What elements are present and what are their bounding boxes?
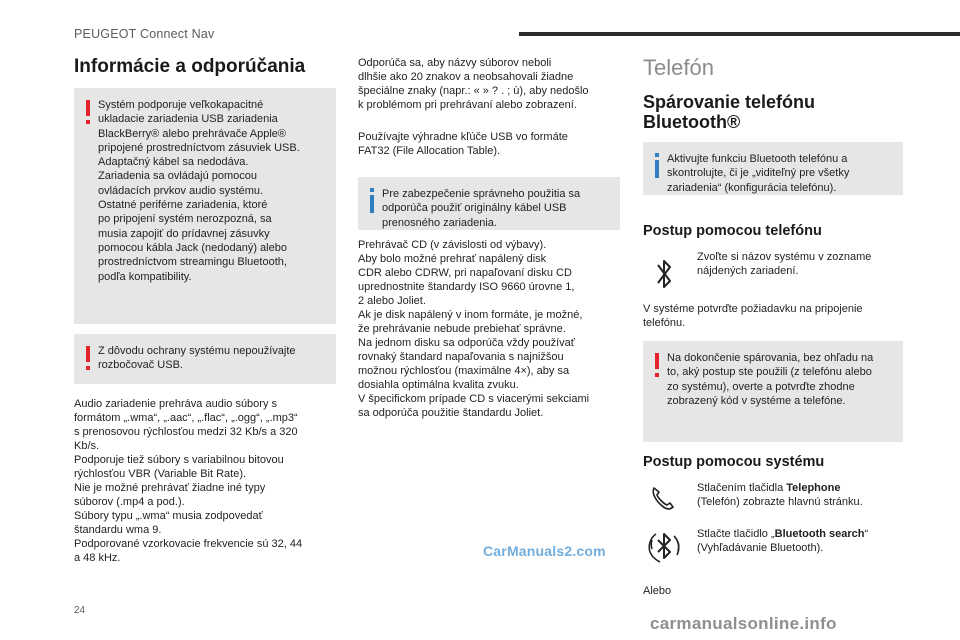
- warning-box-usb: [74, 88, 336, 324]
- warning-exclamation-icon: [86, 346, 90, 362]
- filename-advice-text: Odporúča sa, aby názvy súborov neboli dlhšie ako 20 znakov a neobsahovali žiadne špeciálne znaky (napr.: « » ? . ; ù), aby nedošlo k problémom pri prehrávaní alebo zobrazení.: [358, 57, 589, 111]
- step1-text: Stlačením tlačidla Telephone (Telefón) zobrazte hlavnú stránku.: [697, 482, 863, 508]
- watermark-carmanuals2: CarManuals2.com: [483, 543, 606, 559]
- middle-body-top: [358, 56, 628, 158]
- phone-handset-icon: [646, 480, 680, 514]
- bluetooth-select-text-wrap: [697, 250, 907, 278]
- bluetooth-search-label: Bluetooth search: [774, 528, 865, 540]
- phone-procedure-heading: Postup pomocou telefónu: [643, 223, 822, 239]
- step1-wrap: [697, 481, 907, 509]
- bluetooth-pairing-heading: Spárovanie telefónu Bluetooth®: [643, 92, 816, 132]
- left-body: [74, 397, 344, 565]
- warning-exclamation-icon: [655, 353, 659, 369]
- warning-exclamation-icon: [86, 100, 90, 116]
- system-procedure-heading: Postup pomocou systému: [643, 454, 825, 470]
- warning-text-hub: Z dôvodu ochrany systému nepoužívajte rozbočovač USB.: [98, 345, 296, 372]
- warning-box-hub: [74, 334, 336, 384]
- bluetooth-select-text: Zvoľte si názov systému v zozname nájdených zariadení.: [697, 251, 872, 277]
- step2-wrap: [697, 527, 907, 555]
- warning-text-pairing: Na dokončenie spárovania, bez ohľadu na to, aký postup ste použili (z telefónu alebo zo systému), overte a potvrďte zhodne zobrazený kód v systéme a telefóne.: [667, 352, 874, 407]
- alebo-wrap: [643, 584, 671, 598]
- warning-text-usb: Systém podporuje veľkokapacitné ukladacie zariadenia USB zariadenia BlackBerry® alebo prehrávače Apple® pripojené prostredníctvom zásuviek USB. Adaptačný kábel sa nedodáva. Zariadenia sa ovládajú pomocou ovládacích prvkov audio systému. Ostatné periférne zariadenia, ktoré po pripojení systém nerozpozná, sa musia zapojiť do prídavnej zásuvky pomocou kábla Jack (nedodaný) alebo prostredníctvom streamingu Bluetooth, podľa kompatibility.: [98, 99, 300, 283]
- confirm-text-wrap: [643, 302, 913, 330]
- header-rule: [519, 32, 960, 36]
- info-text-cable: Pre zabezpečenie správneho použitia sa odporúča použiť originálny kábel USB prenosného zariadenia.: [382, 188, 581, 229]
- watermark-carmanualsonline: carmanualsonline.info: [650, 614, 837, 633]
- alebo-text: Alebo: [643, 585, 672, 597]
- warning-box-pairing: [643, 341, 903, 442]
- audio-formats-text: Audio zariadenie prehráva audio súbory s formátom „.wma“, „.aac“, „.flac“, „.ogg“, „.mp3“ s prenosovou rýchlosťou medzi 32 Kb/s a 320 Kb/s. Podporuje tiež súbory s variabilnou bitovou rýchlosťou VBR (Variable Bit Rate). Nie je možné prehrávať žiadne iné typy súborov (.mp4 a pod.). Súbory typu „.wma“ musia zodpovedať štandardu wma 9. Podporované vzorkovacie frekvencie sú 32, 44 a 48 kHz.: [74, 398, 303, 564]
- fat32-text: Používajte výhradne kľúče USB vo formáte FAT32 (File Allocation Table).: [358, 131, 568, 157]
- telephone-label: Telephone: [786, 482, 841, 494]
- bluetooth-icon: [652, 255, 676, 293]
- info-text-bluetooth: Aktivujte funkciu Bluetooth telefónu a skontrolujte, či je „viditeľný pre všetky zariadenia“ (konfigurácia telefónu).: [667, 153, 850, 194]
- info-icon: [370, 188, 374, 192]
- bluetooth-search-icon: [642, 524, 686, 568]
- section-title-telefon: Telefón: [643, 55, 714, 80]
- info-box-cable: [358, 177, 620, 230]
- info-icon: [655, 153, 659, 157]
- section-heading-informacie: Informácie a odporúčania: [74, 56, 306, 77]
- middle-body-cd: [358, 238, 628, 420]
- info-box-bluetooth: [643, 142, 903, 195]
- header-title: PEUGEOT Connect Nav: [74, 27, 215, 41]
- step2-text: Stlačte tlačidlo „Bluetooth search“ (Vyhľadávanie Bluetooth).: [697, 528, 869, 554]
- page-number: 24: [74, 605, 86, 616]
- cd-player-text: Prehrávač CD (v závislosti od výbavy). Aby bolo možné prehrať napálený disk CDR alebo CDRW, pri napaľovaní disku CD uprednostnite štandardy ISO 9660 úrovne 1, 2 alebo Joliet. Ak je disk napálený v inom formáte, je možné, že prehrávanie nebude prebiehať správne. Na jednom disku sa odporúča vždy používať rovnaký štandard napaľovania s najnižšou možnou rýchlosťou (maximálne 4×), aby sa dosiahla optimálna kvalita zvuku. V špecifickom prípade CD s viacerými sekciami sa odporúča použitie štandardu Joliet.: [358, 239, 590, 419]
- confirm-request-text: V systéme potvrďte požiadavku na pripojenie telefónu.: [643, 303, 863, 329]
